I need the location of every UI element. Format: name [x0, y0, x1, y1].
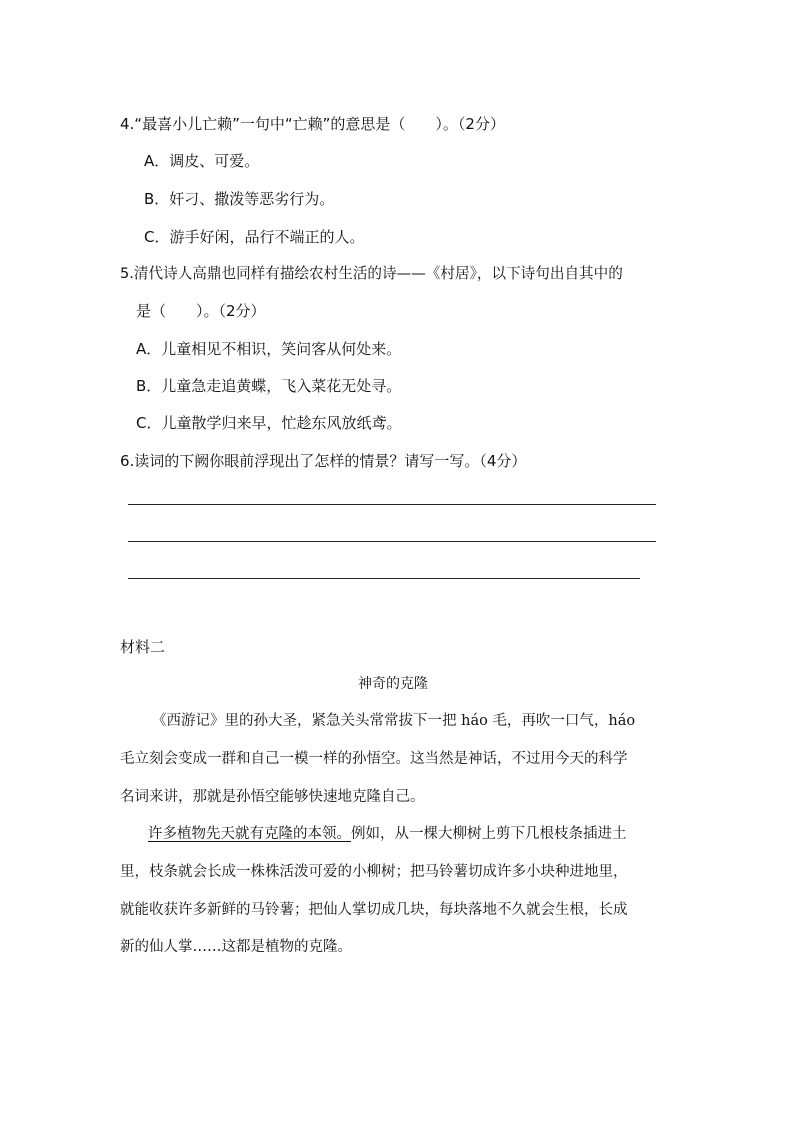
- question-5-line2: 是（ ）。（2分）: [136, 302, 266, 320]
- material-heading: 材料二: [120, 638, 166, 656]
- paragraph-1-line-3: 名词来讲，那就是孙悟空能够快速地克隆自己。: [120, 789, 425, 805]
- q5-option-a: A．儿童相见不相识，笑问客从何处来。: [136, 340, 402, 358]
- q4-option-c: C．游手好闲，品行不端正的人。: [144, 228, 365, 246]
- paragraph-2-line-3: 就能收获许多新鲜的马铃薯；把仙人掌切成几块，每块落地不久就会生根，长成: [120, 902, 628, 918]
- question-5-line1: 5.清代诗人高鼎也同样有描绘农村生活的诗——《村居》，以下诗句出自其中的: [120, 265, 623, 282]
- paragraph-1-line-2: 毛立刻会变成一群和自己一模一样的孙悟空。这当然是神话，不过用今天的科学: [120, 751, 628, 767]
- q4-option-a: A．调皮、可爱。: [144, 152, 260, 170]
- answer-line-1: [128, 504, 656, 505]
- question-4: 4.“最喜小儿亡赖”一句中“亡赖”的意思是（ ）。（2分）: [120, 115, 505, 133]
- article-title: 神奇的克隆: [358, 676, 428, 692]
- paragraph-2-line-1: [148, 824, 627, 844]
- question-6: 6.读词的下阙你眼前浮现出了怎样的情景？请写一写。（4分）: [120, 452, 527, 470]
- q5-option-c: C．儿童散学归来早，忙趁东风放纸鸢。: [136, 414, 402, 432]
- answer-line-2: [128, 541, 656, 542]
- answer-line-3: [128, 578, 640, 579]
- paragraph-2-line-1-rest: 例如，从一棵大柳树上剪下几根枝条插进土: [351, 826, 627, 842]
- q5-option-b: B．儿童急走追黄蝶，飞入菜花无处寻。: [136, 377, 402, 395]
- paragraph-2-line-4: 新的仙人掌……这都是植物的克隆。: [120, 939, 352, 955]
- paragraph-2-line-2: 里，枝条就会长成一株株活泼可爱的小柳树；把马铃薯切成许多小块种进地里，: [120, 864, 628, 880]
- paragraph-1-line-1: 《西游记》里的孙大圣，紧急关头常常拔下一把 háo 毛，再吹一口气，háo: [152, 713, 636, 729]
- q4-option-b: B．奸刁、撒泼等恶劣行为。: [144, 190, 335, 208]
- underlined-sentence: 许多植物先天就有克隆的本领。: [148, 826, 351, 842]
